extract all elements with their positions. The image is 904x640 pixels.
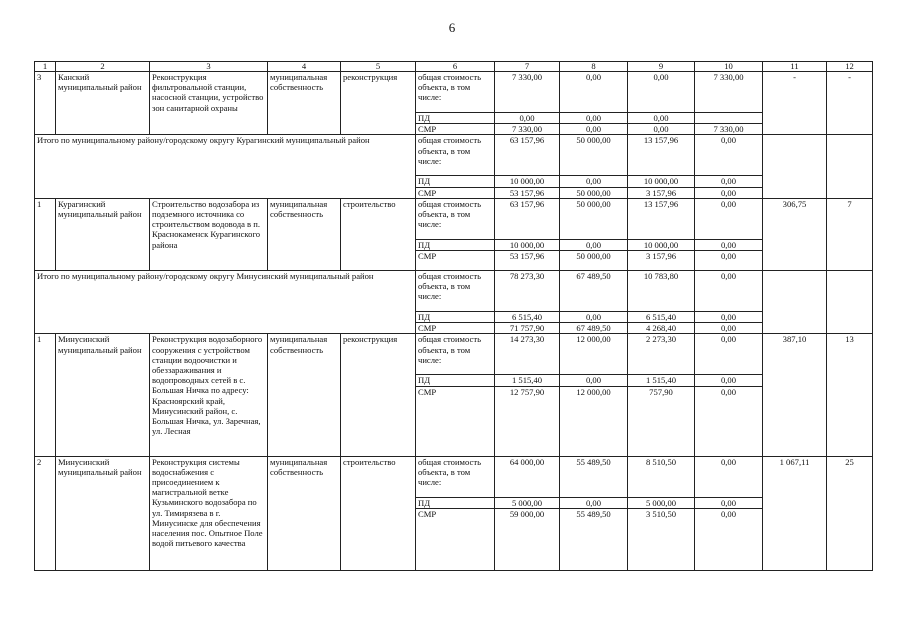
cost-label: общая стоимость объекта, в том числе: — [416, 135, 495, 176]
pd-value: 0,00 — [628, 113, 695, 124]
pd-value: 0,00 — [695, 497, 763, 508]
pd-value: 10 000,00 — [495, 239, 560, 250]
column-number: 5 — [341, 62, 416, 72]
ownership: муниципальная собственность — [268, 456, 341, 570]
column-number: 2 — [56, 62, 150, 72]
col11-value: - — [763, 72, 827, 135]
pd-label: ПД — [416, 113, 495, 124]
column-number: 9 — [628, 62, 695, 72]
pd-value: 6 515,40 — [628, 312, 695, 323]
table-row — [35, 456, 873, 497]
investment-table — [34, 61, 873, 571]
row-number: 3 — [35, 72, 56, 135]
smr-value: 0,00 — [628, 124, 695, 135]
subtotal-row — [35, 135, 873, 176]
row-number: 2 — [35, 456, 56, 570]
cost-value: 55 489,50 — [560, 456, 628, 497]
pd-label: ПД — [416, 176, 495, 187]
cost-value: 64 000,00 — [495, 456, 560, 497]
subtotal-row — [35, 271, 873, 312]
object-name: Строительство водозабора из подземного источника со строительством водовода в п. Краснокаменск Курагинского района — [150, 198, 268, 270]
smr-label: СМР — [416, 508, 495, 570]
cost-value: 0,00 — [695, 135, 763, 176]
subtotal-label: Итого по муниципальному району/городскому округу Минусинский муниципальный район — [35, 271, 416, 334]
column-number: 3 — [150, 62, 268, 72]
col12-value: 25 — [827, 456, 873, 570]
pd-value: 0,00 — [695, 312, 763, 323]
column-number: 10 — [695, 62, 763, 72]
pd-value: 1 515,40 — [628, 375, 695, 386]
col12-value: - — [827, 72, 873, 135]
smr-value: 0,00 — [695, 386, 763, 456]
subtotal-label: Итого по муниципальному району/городскому округу Курагинский муниципальный район — [35, 135, 416, 198]
cost-label: общая стоимость объекта, в том числе: — [416, 198, 495, 239]
empty-cell — [827, 135, 873, 198]
pd-label: ПД — [416, 497, 495, 508]
smr-label: СМР — [416, 251, 495, 271]
column-number: 7 — [495, 62, 560, 72]
cost-value: 2 273,30 — [628, 334, 695, 375]
column-number: 1 — [35, 62, 56, 72]
smr-value: 0,00 — [560, 124, 628, 135]
smr-value: 50 000,00 — [560, 251, 628, 271]
smr-value: 3 157,96 — [628, 187, 695, 198]
smr-value: 0,00 — [695, 323, 763, 334]
pd-value — [695, 113, 763, 124]
smr-value: 0,00 — [695, 251, 763, 271]
pd-value: 1 515,40 — [495, 375, 560, 386]
pd-value: 0,00 — [695, 176, 763, 187]
smr-value: 12 000,00 — [560, 386, 628, 456]
pd-value: 5 000,00 — [628, 497, 695, 508]
column-number: 6 — [416, 62, 495, 72]
table-row — [35, 198, 873, 239]
pd-value: 6 515,40 — [495, 312, 560, 323]
smr-value: 55 489,50 — [560, 508, 628, 570]
pd-value: 0,00 — [695, 239, 763, 250]
cost-label: общая стоимость объекта, в том числе: — [416, 271, 495, 312]
cost-value: 63 157,96 — [495, 135, 560, 176]
object-name: Реконструкция фильтровальной станции, насосной станции, устройство зон санитарной охраны — [150, 72, 268, 135]
work-kind: строительство — [341, 456, 416, 570]
cost-value: 10 783,80 — [628, 271, 695, 312]
smr-value: 12 757,90 — [495, 386, 560, 456]
cost-label: общая стоимость объекта, в том числе: — [416, 456, 495, 497]
smr-label: СМР — [416, 386, 495, 456]
cost-value: 0,00 — [695, 334, 763, 375]
pd-value: 5 000,00 — [495, 497, 560, 508]
smr-value: 53 157,96 — [495, 251, 560, 271]
smr-value: 67 489,50 — [560, 323, 628, 334]
empty-cell — [763, 271, 827, 334]
table-row — [35, 334, 873, 375]
pd-value: 0,00 — [560, 176, 628, 187]
pd-label: ПД — [416, 239, 495, 250]
district-name: Минусинский муниципальный район — [56, 456, 150, 570]
pd-value: 0,00 — [560, 375, 628, 386]
pd-value: 10 000,00 — [495, 176, 560, 187]
col12-value: 13 — [827, 334, 873, 456]
col11-value: 1 067,11 — [763, 456, 827, 570]
cost-value: 50 000,00 — [560, 198, 628, 239]
col11-value: 306,75 — [763, 198, 827, 270]
pd-value: 0,00 — [560, 239, 628, 250]
pd-value: 10 000,00 — [628, 239, 695, 250]
cost-value: 13 157,96 — [628, 135, 695, 176]
object-name: Реконструкция водозаборного сооружения с устройством станции водоочистки и обеззараживания и водопроводных сетей в с. Большая Ничка по адресу: Красноярский край, Минусинский район, с. Большая Ничка, ул. Заречная, ул. Лесная — [150, 334, 268, 456]
district-name: Курагинский муниципальный район — [56, 198, 150, 270]
cost-value: 14 273,30 — [495, 334, 560, 375]
cost-value: 7 330,00 — [695, 72, 763, 113]
cost-value: 12 000,00 — [560, 334, 628, 375]
col12-value: 7 — [827, 198, 873, 270]
smr-value: 71 757,90 — [495, 323, 560, 334]
cost-value: 7 330,00 — [495, 72, 560, 113]
cost-value: 50 000,00 — [560, 135, 628, 176]
column-number: 4 — [268, 62, 341, 72]
smr-value: 3 510,50 — [628, 508, 695, 570]
col11-value: 387,10 — [763, 334, 827, 456]
cost-value: 0,00 — [695, 456, 763, 497]
cost-value: 67 489,50 — [560, 271, 628, 312]
column-number: 8 — [560, 62, 628, 72]
pd-value: 0,00 — [695, 375, 763, 386]
smr-value: 757,90 — [628, 386, 695, 456]
pd-value: 0,00 — [495, 113, 560, 124]
column-number: 11 — [763, 62, 827, 72]
smr-value: 7 330,00 — [695, 124, 763, 135]
ownership: муниципальная собственность — [268, 72, 341, 135]
smr-label: СМР — [416, 187, 495, 198]
pd-value: 10 000,00 — [628, 176, 695, 187]
column-number-row — [35, 62, 873, 72]
work-kind: строительство — [341, 198, 416, 270]
work-kind: реконструкция — [341, 334, 416, 456]
object-name: Реконструкция системы водоснабжения с присоединением к магистральной ветке Кузьминского водозабора по ул. Тимирязева в г. Минусинске для обеспечения населения пос. Опытное Поле водой питьевого качества — [150, 456, 268, 570]
smr-value: 3 157,96 — [628, 251, 695, 271]
cost-label: общая стоимость объекта, в том числе: — [416, 334, 495, 375]
cost-value: 0,00 — [695, 271, 763, 312]
empty-cell — [827, 271, 873, 334]
ownership: муниципальная собственность — [268, 198, 341, 270]
row-number: 1 — [35, 198, 56, 270]
page-number: 6 — [448, 20, 456, 35]
pd-value: 0,00 — [560, 113, 628, 124]
table-row — [35, 72, 873, 113]
smr-label: СМР — [416, 124, 495, 135]
smr-value: 53 157,96 — [495, 187, 560, 198]
smr-value: 0,00 — [695, 508, 763, 570]
ownership: муниципальная собственность — [268, 334, 341, 456]
empty-cell — [763, 135, 827, 198]
smr-value: 50 000,00 — [560, 187, 628, 198]
pd-value: 0,00 — [560, 497, 628, 508]
smr-value: 59 000,00 — [495, 508, 560, 570]
row-number: 1 — [35, 334, 56, 456]
district-name: Минусинский муниципальный район — [56, 334, 150, 456]
pd-label: ПД — [416, 312, 495, 323]
district-name: Канский муниципальный район — [56, 72, 150, 135]
work-kind: реконструкция — [341, 72, 416, 135]
cost-value: 0,00 — [560, 72, 628, 113]
smr-value: 0,00 — [695, 187, 763, 198]
pd-label: ПД — [416, 375, 495, 386]
cost-value: 0,00 — [695, 198, 763, 239]
cost-value: 8 510,50 — [628, 456, 695, 497]
column-number: 12 — [827, 62, 873, 72]
smr-value: 4 268,40 — [628, 323, 695, 334]
smr-value: 7 330,00 — [495, 124, 560, 135]
smr-label: СМР — [416, 323, 495, 334]
cost-value: 78 273,30 — [495, 271, 560, 312]
cost-label: общая стоимость объекта, в том числе: — [416, 72, 495, 113]
cost-value: 13 157,96 — [628, 198, 695, 239]
cost-value: 63 157,96 — [495, 198, 560, 239]
pd-value: 0,00 — [560, 312, 628, 323]
cost-value: 0,00 — [628, 72, 695, 113]
